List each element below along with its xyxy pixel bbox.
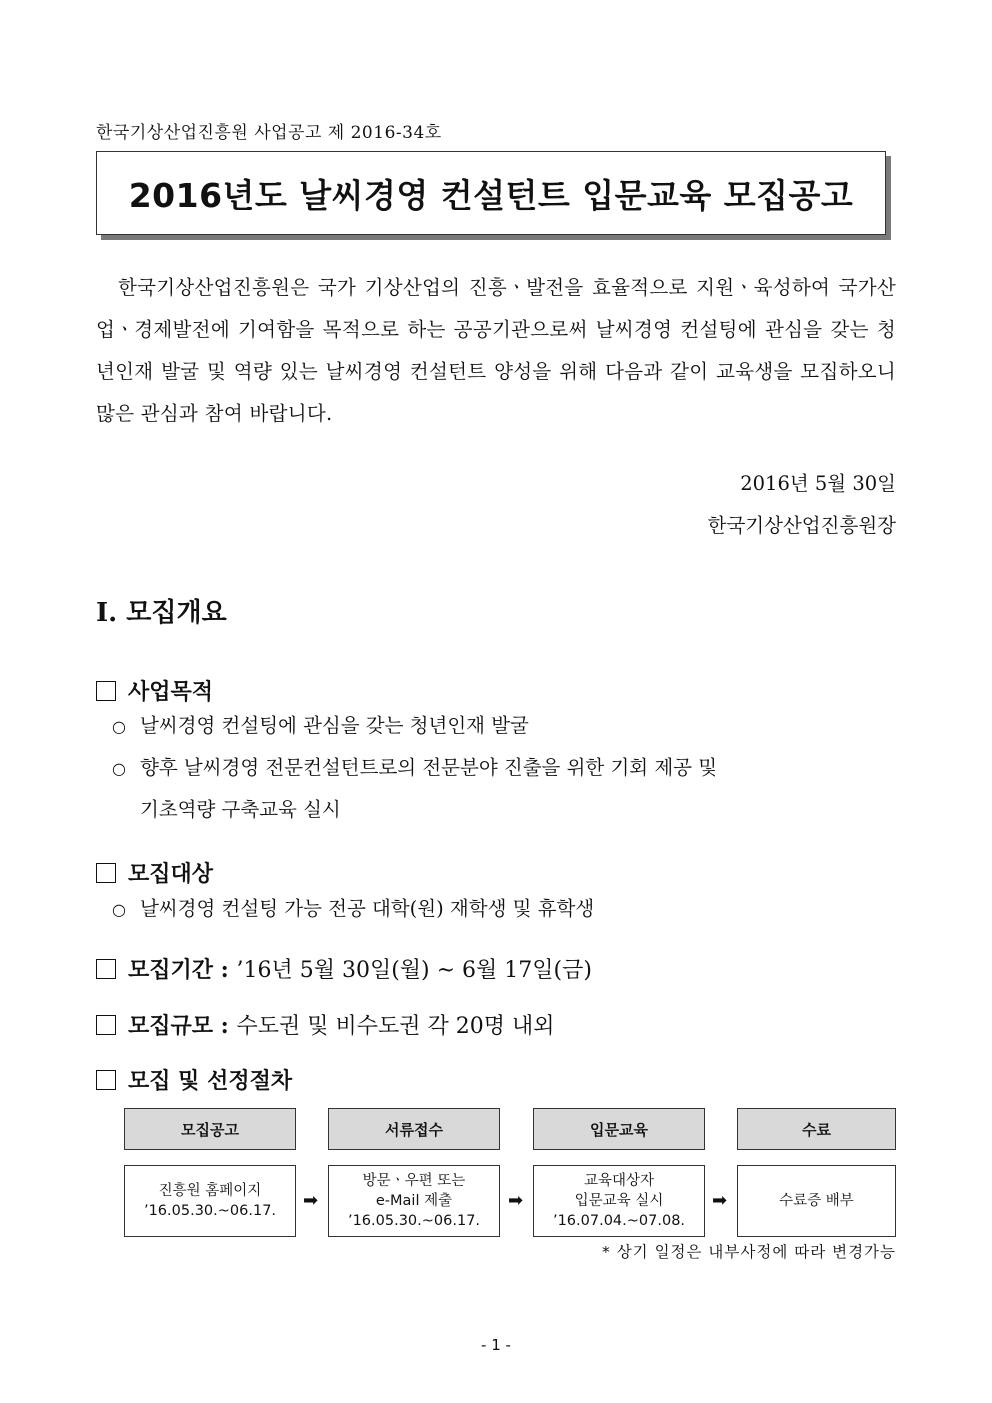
list-item — [112, 889, 896, 930]
circle-bullet-icon: ○ — [112, 900, 126, 919]
right-arrow-icon: ➡ — [303, 1190, 319, 1211]
flow-step-label: 모집공고 — [124, 1108, 296, 1150]
flow-step-line: 입문교육 실시 — [574, 1193, 664, 1209]
period-heading-text: 모집기간 : — [128, 957, 229, 983]
list-item — [112, 706, 896, 747]
flow-step-line: 진흥원 홈페이지 — [158, 1183, 262, 1199]
purpose-bullet-2-cont: 기초역량 구축교육 실시 — [140, 798, 341, 821]
page-number: - 1 - — [481, 1336, 511, 1354]
scale-heading — [96, 1009, 554, 1040]
signature: 한국기상산업진흥원장 — [707, 514, 896, 537]
purpose-heading-text: 사업목적 — [128, 679, 214, 705]
checkbox-square-icon — [96, 681, 116, 701]
intro-paragraph: 한국기상산업진흥원은 국가 기상산업의 진흥ㆍ발전을 효율적으로 지원ㆍ육성하여 국가산업ㆍ경제발전에 기여함을 목적으로 하는 공공기관으로써 날씨경영 컨설팅에 관심을 갖는 청년인재 발굴 및 역량 있는 날씨경영 컨설턴트 양성을 위해 다음과 같이 교육생을 모집하오니 많은 관심과 참여 바랍니다. — [96, 276, 896, 425]
procedure-heading-text: 모집 및 선정절차 — [128, 1068, 293, 1094]
flow-step-label: 입문교육 — [533, 1108, 705, 1150]
schedule-footnote: * 상기 일정은 내부사정에 따라 변경가능 — [602, 1243, 896, 1261]
right-arrow-icon: ➡ — [508, 1190, 524, 1211]
checkbox-square-icon — [96, 959, 116, 979]
purpose-heading — [96, 675, 213, 706]
flow-step-box — [328, 1165, 500, 1237]
list-item — [112, 748, 896, 789]
flow-step-box — [124, 1165, 296, 1237]
target-bullet: 날씨경영 컨설팅 가능 전공 대학(원) 재학생 및 휴학생 — [140, 897, 595, 920]
section-title: Ⅰ. 모집개요 — [96, 598, 227, 628]
list-item-continuation — [112, 790, 896, 830]
flow-step-line: ’16.07.04.~07.08. — [552, 1213, 686, 1229]
procedure-heading — [96, 1064, 292, 1095]
flow-step-line: ’16.05.30.~06.17. — [347, 1213, 481, 1229]
flow-step-box — [737, 1165, 896, 1237]
checkbox-square-icon — [96, 1015, 116, 1035]
checkbox-square-icon — [96, 863, 116, 883]
flow-step-label: 수료 — [737, 1108, 896, 1150]
flow-step-label: 서류접수 — [328, 1108, 500, 1150]
page-title: 2016년도 날씨경영 컨설턴트 입문교육 모집공고 — [128, 175, 854, 215]
flow-step-line: e-Mail 제출 — [375, 1193, 453, 1209]
target-heading-text: 모집대상 — [128, 861, 214, 887]
scale-value: 수도권 및 비수도권 각 20명 내외 — [236, 1014, 555, 1039]
flow-step-box — [533, 1165, 705, 1237]
notice-number: 한국기상산업진흥원 사업공고 제 2016-34호 — [96, 123, 442, 143]
flow-step-line: ’16.05.30.~06.17. — [143, 1203, 277, 1219]
checkbox-square-icon — [96, 1070, 116, 1090]
target-heading — [96, 857, 213, 888]
announcement-date: 2016년 5월 30일 — [740, 472, 896, 495]
circle-bullet-icon: ○ — [112, 717, 126, 736]
scale-heading-text: 모집규모 : — [128, 1013, 229, 1039]
circle-bullet-icon: ○ — [112, 759, 126, 778]
period-value: ’16년 5월 30일(월) ~ 6월 17일(금) — [236, 958, 592, 983]
purpose-bullet-2: 향후 날씨경영 전문컨설턴트로의 전문분야 진출을 위한 기회 제공 및 — [140, 756, 718, 779]
flow-step-line: 교육대상자 — [583, 1173, 655, 1189]
flow-step-line: 방문ㆍ우편 또는 — [362, 1173, 466, 1189]
period-heading — [96, 953, 592, 984]
flow-step-line: 수료증 배부 — [779, 1193, 854, 1209]
right-arrow-icon: ➡ — [712, 1190, 728, 1211]
purpose-bullet-1: 날씨경영 컨설팅에 관심을 갖는 청년인재 발굴 — [140, 714, 529, 737]
title-box — [96, 151, 886, 235]
